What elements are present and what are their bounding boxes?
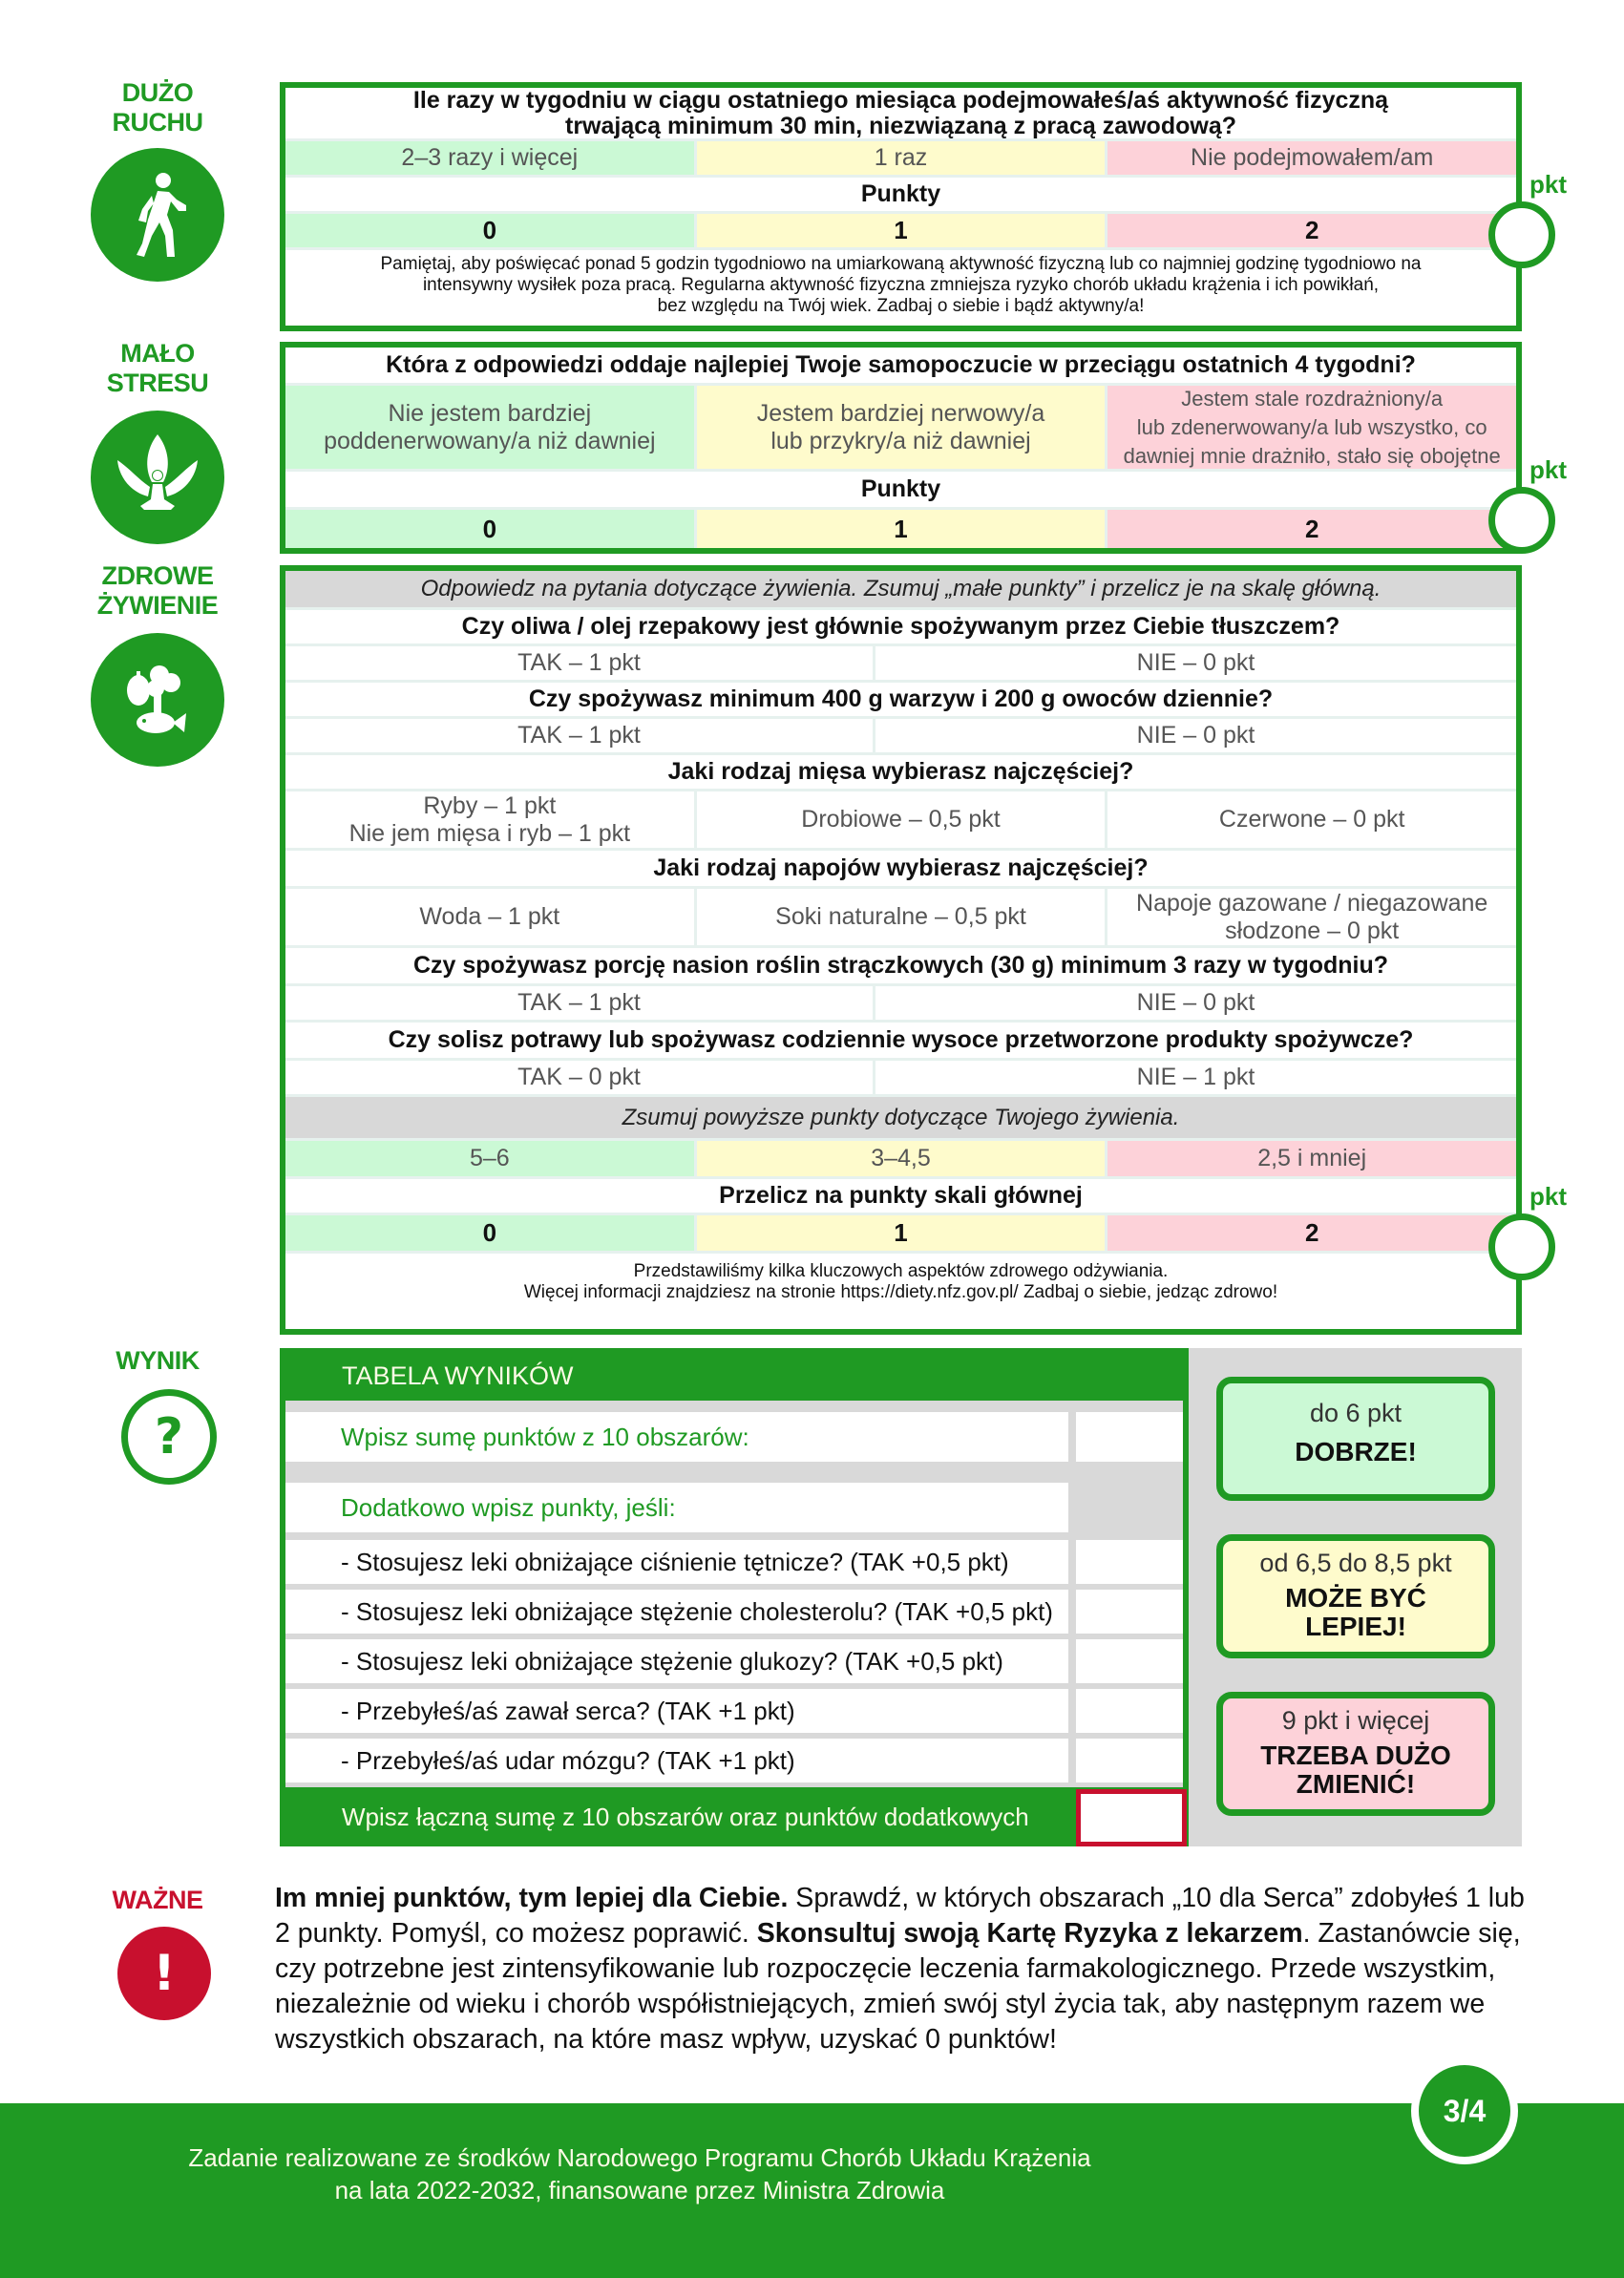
activity-label-line2: RUCHU <box>112 108 203 137</box>
diet-answer-option[interactable]: NIE – 0 pkt <box>873 986 1516 1020</box>
verdict-title: ZMIENIĆ! <box>1296 1769 1416 1799</box>
diet-answer-option[interactable]: TAK – 1 pkt <box>517 722 641 749</box>
diet-score-input[interactable] <box>1488 1213 1555 1280</box>
results-table <box>280 1348 1522 1846</box>
footer-line2: na lata 2022-2032, finansowane przez Ministra Zdrowia <box>334 2176 945 2204</box>
results-title: TABELA WYNIKÓW <box>342 1361 574 1390</box>
verdict-range: do 6 pkt <box>1309 1399 1403 1427</box>
answer-line: Napoje gazowane / niegazowane <box>1136 889 1488 917</box>
activity-note-line2: intensywny wysiłek poza pracą. Regularna aktywność fizyczna zmniejsza ryzyko chorób układu krążenia i ich powikłań, <box>422 274 1380 295</box>
stress-label-line1: MAŁO <box>120 339 195 368</box>
stress-answer-option[interactable] <box>1105 386 1516 469</box>
verdict-title: MOŻE BYĆ <box>1285 1583 1426 1613</box>
answer-line: Nie jem mięsa i ryb – 1 pkt <box>348 819 631 847</box>
important-text <box>275 1881 1535 2057</box>
stress-side <box>76 339 239 398</box>
answer-line: słodzone – 0 pkt <box>1225 917 1400 944</box>
total-input[interactable] <box>1076 1789 1187 1846</box>
meditation-lotus-icon <box>91 411 224 544</box>
activity-note-line3: bez względu na Twój wiek. Zadbaj o siebie i bądź aktywny/a! <box>657 295 1145 316</box>
sum-input[interactable] <box>1076 1412 1183 1462</box>
diet-answer-option[interactable]: TAK – 1 pkt <box>517 649 641 676</box>
activity-points-value: 0 <box>285 214 694 247</box>
diet-label-line1: ZDROWE <box>101 561 214 590</box>
activity-label-line1: DUŻO <box>121 78 194 107</box>
stress-points-value: 1 <box>694 510 1106 548</box>
important-label: WAŻNE <box>112 1886 203 1914</box>
diet-range-option[interactable]: 2,5 i mniej <box>1105 1141 1516 1176</box>
diet-answer-option[interactable] <box>1105 889 1516 945</box>
diet-sum-instruction: Zsumuj powyższe punkty dotyczące Twojego żywienia. <box>622 1104 1180 1130</box>
extra-item: - Stosujesz leki obniżające ciśnienie tętnicze? (TAK +0,5 pkt) <box>285 1540 1068 1584</box>
verdict-good <box>1216 1377 1495 1501</box>
exclamation-circle-icon: ! <box>117 1927 211 2020</box>
vegetables-fish-icon <box>91 633 224 767</box>
activity-side <box>76 78 239 137</box>
results-rows <box>285 1401 1183 1787</box>
stress-points-value: 0 <box>285 510 694 548</box>
important-bold-2: Skonsultuj swoją Kartę Ryzyka z lekarzem <box>756 1918 1303 1949</box>
stress-question-box <box>280 342 1522 554</box>
extra-item: - Przebyłeś/aś udar mózgu? (TAK +1 pkt) <box>285 1739 1068 1782</box>
activity-question-box <box>280 82 1522 331</box>
stress-score-input[interactable] <box>1488 487 1555 554</box>
footer-text <box>0 2141 1279 2206</box>
extra-input[interactable] <box>1076 1590 1183 1634</box>
diet-note-line2: Więcej informacji znajdziesz na stronie https://diety.nfz.gov.pl/ Zadbaj o siebie, jedząc zdrowo! <box>523 1282 1278 1302</box>
activity-question-line1: Ile razy w tygodniu w ciągu ostatniego miesiąca podejmowałeś/aś aktywność fizyczną <box>412 86 1389 114</box>
total-label: Wpisz łączną sumę z 10 obszarów oraz punktów dodatkowych <box>342 1802 1029 1831</box>
diet-question: Czy oliwa / olej rzepakowy jest głównie spożywanym przez Ciebie tłuszczem? <box>461 613 1340 640</box>
diet-pkt-label: pkt <box>1529 1182 1567 1211</box>
answer-line: Jestem bardziej nerwowy/a <box>756 399 1045 427</box>
diet-question: Czy spożywasz porcję nasion roślin strączkowych (30 g) minimum 3 razy w tygodniu? <box>412 952 1389 979</box>
stress-answer-option[interactable] <box>285 386 694 469</box>
activity-answer-option[interactable]: 2–3 razy i więcej <box>285 141 694 175</box>
diet-answer-option[interactable]: Soki naturalne – 0,5 pkt <box>694 889 1106 945</box>
extra-input[interactable] <box>1076 1739 1183 1782</box>
diet-answer-option[interactable]: TAK – 0 pkt <box>517 1064 641 1090</box>
stress-points-heading: Punkty <box>860 475 941 502</box>
extra-item: - Przebyłeś/aś zawał serca? (TAK +1 pkt) <box>285 1689 1068 1733</box>
activity-answer-option[interactable]: Nie podejmowałem/am <box>1105 141 1516 175</box>
diet-convert-heading: Przelicz na punkty skali głównej <box>719 1182 1083 1209</box>
diet-note-line1: Przedstawiliśmy kilka kluczowych aspektów zdrowego odżywiania. <box>633 1261 1169 1281</box>
diet-points-value: 2 <box>1105 1215 1516 1251</box>
diet-side <box>76 561 239 621</box>
activity-pkt-label: pkt <box>1529 170 1567 199</box>
results-panel <box>280 1348 1189 1846</box>
extra-item: - Stosujesz leki obniżające stężenie cholesterolu? (TAK +0,5 pkt) <box>285 1590 1068 1634</box>
answer-line: lub przykry/a niż dawniej <box>770 427 1031 454</box>
activity-question-line2: trwającą minimum 30 min, niezwiązaną z pracą zawodową? <box>565 112 1236 139</box>
stress-answer-option[interactable] <box>694 386 1106 469</box>
important-text-2: . Zastanówcie się, czy potrzebne jest zintensyfikowanie lub rozpoczęcie leczenia farmakologicznego. Przede wszystkim, niezależnie od wieku i chorób współistniejących, zmień swój styl życia tak, aby następnym razem we wszystkich obszarach, na które masz wpływ, uzyskać 0 punktów! <box>275 1918 1521 2055</box>
sum-label: Wpisz sumę punktów z 10 obszarów: <box>285 1412 1068 1462</box>
diet-answer-option[interactable]: Drobiowe – 0,5 pkt <box>694 791 1106 848</box>
important-side <box>76 1886 239 1915</box>
answer-line: Nie jestem bardziej <box>388 399 592 427</box>
diet-answer-option[interactable]: NIE – 1 pkt <box>873 1061 1516 1094</box>
diet-range-option[interactable]: 5–6 <box>285 1141 694 1176</box>
walking-person-icon <box>91 148 224 282</box>
answer-line: Jestem stale rozdrażniony/a <box>1181 386 1444 411</box>
diet-points-value: 1 <box>694 1215 1106 1251</box>
verdict-title: DOBRZE! <box>1295 1437 1417 1466</box>
important-text-1: Sprawdź, w których obszarach „10 dla Serca” zdobyłeś 1 lub 2 punkty. Pomyśl, co możesz poprawić. <box>275 1883 1525 1949</box>
diet-question: Czy spożywasz minimum 400 g warzyw i 200 g owoców dziennie? <box>528 686 1274 712</box>
result-label: WYNIK <box>116 1346 200 1375</box>
important-bold-1: Im mniej punktów, tym lepiej dla Ciebie. <box>275 1883 789 1913</box>
diet-question-box <box>280 565 1522 1335</box>
verdict-range: od 6,5 do 8,5 pkt <box>1259 1549 1452 1577</box>
activity-answer-option[interactable]: 1 raz <box>694 141 1106 175</box>
verdict-title: TRZEBA DUŻO <box>1260 1740 1451 1770</box>
answer-line: dawniej mnie drażniło, stało się obojętne <box>1123 443 1501 468</box>
extra-input[interactable] <box>1076 1639 1183 1683</box>
total-row <box>280 1787 1189 1846</box>
diet-answer-option[interactable]: NIE – 0 pkt <box>873 719 1516 752</box>
extra-input[interactable] <box>1076 1540 1183 1584</box>
page-number-badge: 3/4 <box>1411 2057 1518 2164</box>
activity-points-heading: Punkty <box>860 180 941 207</box>
extra-item: - Stosujesz leki obniżające stężenie glukozy? (TAK +0,5 pkt) <box>285 1639 1068 1683</box>
answer-line: lub zdenerwowany/a lub wszystko, co <box>1136 414 1487 439</box>
verdict-title: LEPIEJ! <box>1305 1612 1406 1641</box>
diet-label-line2: ŻYWIENIE <box>96 591 219 620</box>
diet-question: Czy solisz potrawy lub spożywasz codziennie wysoce przetworzone produkty spożywcze? <box>388 1026 1414 1053</box>
activity-points-value: 1 <box>694 214 1106 247</box>
answer-line: Ryby – 1 pkt <box>423 791 557 819</box>
diet-answer-option[interactable]: NIE – 0 pkt <box>873 646 1516 680</box>
diet-answer-option[interactable]: Czerwone – 0 pkt <box>1105 791 1516 848</box>
diet-answer-option[interactable]: Woda – 1 pkt <box>419 903 560 930</box>
footer <box>0 2103 1624 2278</box>
stress-pkt-label: pkt <box>1529 455 1567 484</box>
activity-points-value: 2 <box>1105 214 1516 247</box>
diet-range-option[interactable]: 3–4,5 <box>694 1141 1106 1176</box>
answer-line: poddenerwowany/a niż dawniej <box>324 427 656 454</box>
diet-question: Jaki rodzaj mięsa wybierasz najczęściej? <box>667 758 1134 785</box>
activity-score-input[interactable] <box>1488 201 1555 268</box>
diet-intro: Odpowiedz na pytania dotyczące żywienia. Zsumuj „małe punkty” i przelicz je na skalę główną. <box>420 576 1381 601</box>
verdict-medium <box>1216 1534 1495 1658</box>
extra-label: Dodatkowo wpisz punkty, jeśli: <box>285 1483 1068 1532</box>
activity-note-line1: Pamiętaj, aby poświęcać ponad 5 godzin tygodniowo na umiarkowaną aktywność fizyczną lub co najmniej godzinę tygodniowo na <box>380 253 1422 274</box>
extra-input[interactable] <box>1076 1689 1183 1733</box>
diet-answer-option[interactable] <box>285 791 694 848</box>
diet-points-value: 0 <box>285 1215 694 1251</box>
result-side <box>76 1346 239 1376</box>
diet-answer-option[interactable]: TAK – 1 pkt <box>517 989 641 1016</box>
question-mark-circle-icon: ? <box>121 1389 217 1485</box>
stress-points-value: 2 <box>1105 510 1516 548</box>
stress-label-line2: STRESU <box>106 369 209 397</box>
verdict-range: 9 pkt i więcej <box>1281 1706 1430 1735</box>
footer-line1: Zadanie realizowane ze środków Narodowego Programu Chorób Układu Krążenia <box>188 2143 1091 2172</box>
stress-question: Która z odpowiedzi oddaje najlepiej Twoje samopoczucie w przeciągu ostatnich 4 tygodni? <box>386 351 1416 378</box>
verdict-bad <box>1216 1692 1495 1816</box>
diet-question: Jaki rodzaj napojów wybierasz najczęściej? <box>653 854 1149 881</box>
